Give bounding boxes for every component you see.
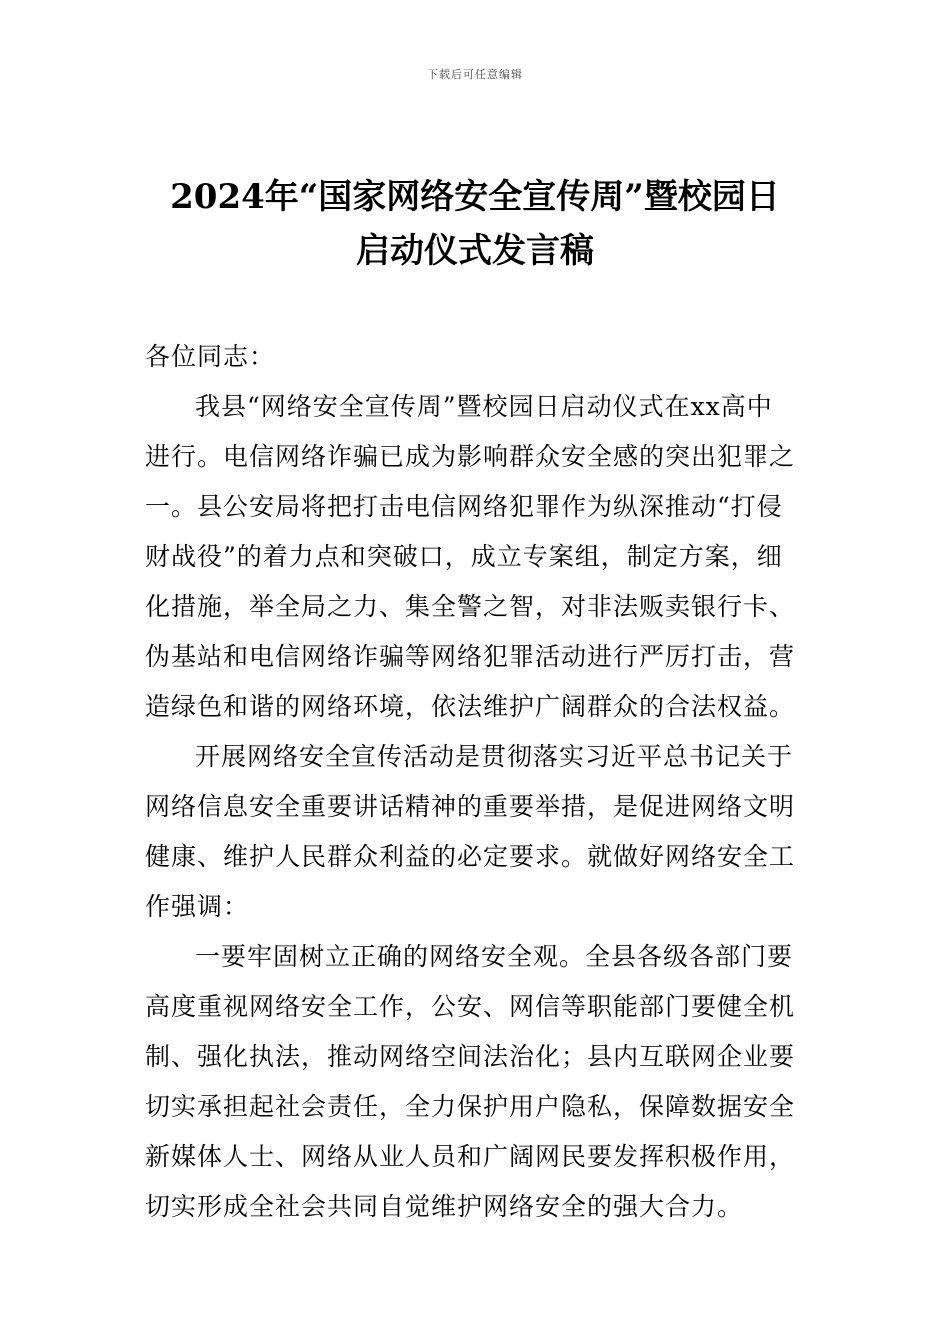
paragraph-3: [145, 932, 807, 1232]
title-line-2: 启动仪式发言稿: [356, 231, 594, 271]
paragraph-line: 一。县公安局将把打击电信网络犯罪作为纵深推动“打侵: [145, 492, 783, 521]
paragraph-1: [145, 382, 807, 732]
salutation: 各位同志：: [145, 342, 276, 371]
paragraph-line: 切实形成全社会共同自觉维护网络安全的强大合力。: [145, 1192, 744, 1221]
document-body: [145, 332, 807, 1232]
paragraph-line: 造绿色和谐的网络环境，依法维护广阔群众的合法权益。: [145, 692, 796, 721]
paragraph-line: 进行。电信网络诈骗已成为影响群众安全感的突出犯罪之: [145, 442, 796, 471]
paragraph-line: 高度重视网络安全工作，公安、网信等职能部门要健全机: [145, 992, 796, 1021]
paragraph-line: 化措施，举全局之力、集全警之智，对非法贩卖银行卡、: [145, 592, 796, 621]
title-line-1: 2024年“国家网络安全宣传周”暨校园日: [170, 177, 780, 217]
paragraph-line: 开展网络安全宣传活动是贯彻落实习近平总书记关于: [195, 742, 794, 771]
paragraph-line: 财战役”的着力点和突破口，成立专案组，制定方案，细: [145, 542, 783, 571]
paragraph-line: 切实承担起社会责任，全力保护用户隐私，保障数据安全: [145, 1092, 796, 1121]
paragraph-line: 新媒体人士、网络从业人员和广阔网民要发挥积极作用，: [145, 1142, 796, 1171]
paragraph-line: 网络信息安全重要讲话精神的重要举措，是促进网络文明: [145, 792, 796, 821]
paragraph-line: 制、强化执法，推动网络空间法治化；县内互联网企业要: [145, 1042, 796, 1071]
paragraph-line: 一要牢固树立正确的网络安全观。全县各级各部门要: [195, 942, 794, 971]
paragraph-line: 作强调：: [145, 892, 250, 921]
paragraph-line: 我县“网络安全宣传周”暨校园日启动仪式在xx高中: [195, 392, 773, 421]
header-note: 下载后可任意编辑: [427, 68, 523, 81]
document-title: [140, 170, 810, 278]
paragraph-2: [145, 732, 807, 932]
paragraph-line: 健康、维护人民群众利益的必定要求。就做好网络安全工: [145, 842, 796, 871]
paragraph-line: 伪基站和电信网络诈骗等网络犯罪活动进行严厉打击，营: [145, 642, 796, 671]
